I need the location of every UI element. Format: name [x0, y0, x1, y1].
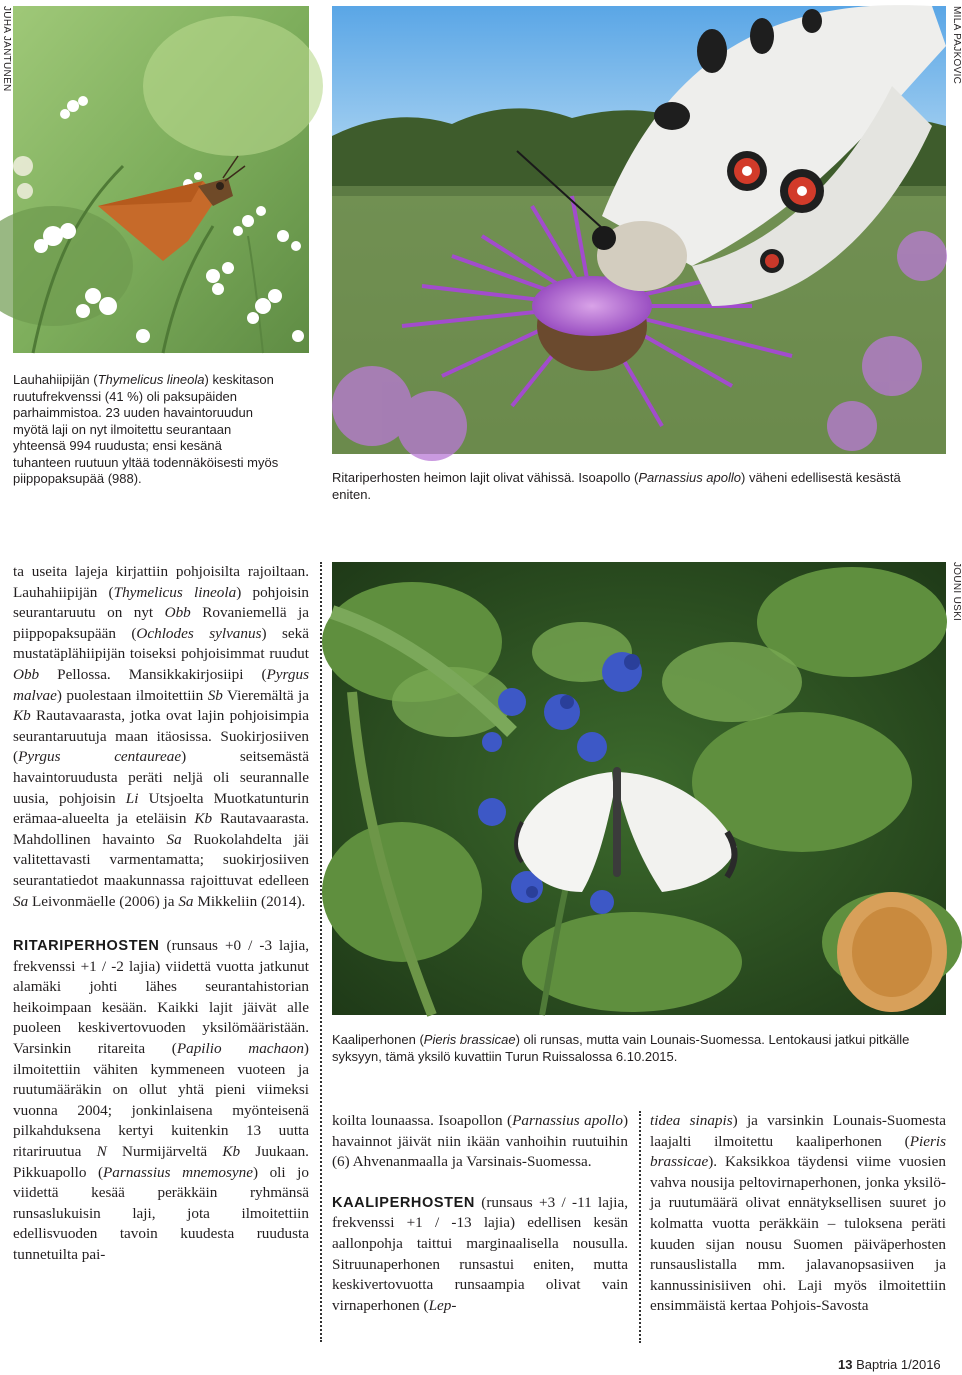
left-paragraph-1-run: ) puolestaan ilmoitettiin: [56, 686, 208, 704]
left-paragraph-1-run: Sa: [13, 892, 29, 910]
left-paragraph-2-run: ) oli jo viidettä kesää peräkkäin ryhmänsä runsaslukuisin laji, jota ilmoitettiin edellisvuoden tavoin kuudesta ruudusta tunnetuilta pai-: [13, 1163, 309, 1263]
left-paragraph-2-run: ) ilmoitettiin vähiten kymmeneen vuoteen ja ruutumääräkin on ollut yhtä pieni viimeksi vuonna 2004; jonkinlaisena myönteisenä pilkahduksena kertyi kuitenkin 13 uutta ritariruutua: [13, 1040, 309, 1161]
photo-skipper-butterfly: [13, 6, 309, 353]
middle-paragraph-2-run: Lep-: [428, 1296, 457, 1314]
photo-credit-middle-right: JOUNI USKI: [951, 562, 962, 622]
left-paragraph-1-run: Li: [125, 789, 139, 807]
right-paragraph-1: [650, 1111, 946, 1317]
middle-text-column: [332, 1111, 628, 1316]
middle-paragraph-1-run: ) havainnot jäivät niin ikään vanhoihin ruutuihin (6) Ahvenanmaalla ja Varsinais-Suomessa.: [332, 1112, 628, 1171]
right-paragraph-1-run: ). Kaksikkoa täydensi viime vuosien vahva nousija peltovirnaperhonen, jonka yksilö- ja ruutumäärä olivat ennätyksellisen suuret jo kolmatta vuotta peräkkäin – tuloksena peräti kuuden sijan nousu Suomen päiväperhosten runsauslistalla mm. jalavanopsasiiven ja kannussinisiiven ohi. Laji myös ilmoitettiin ensimmäistä kertaa Pohjois-Savosta: [650, 1153, 946, 1315]
caption-skipper: Lauhahiipijän (Thymelicus lineola) keskitason ruutufrekvenssi (41 %) oli paksupäiden parhaimmistoa. 23 uuden havaintoruudun myötä laji on nyt ilmoitettu seurantaan yhteensä 994 ruudusta; ensi kesänä tuhanteen ruutuun yltää todennäköisesti myös piippopaksupää (988).: [13, 372, 279, 486]
left-paragraph-1-run: Rautavaarasta, jotka ovat lajin pohjoisimpia seurantaruutuja maan itäosissa. Suokirjosiiven (: [13, 707, 309, 766]
left-paragraph-2-run: Nurmijärveltä: [106, 1143, 223, 1161]
column-divider-left: [320, 562, 322, 1342]
section-heading-kaaliperhosten: KAALIPERHOSTEN: [332, 1194, 475, 1211]
left-paragraph-2-run: Parnassius mnemosyne: [103, 1163, 253, 1181]
page-folio: [838, 1357, 941, 1372]
left-paragraph-2: [13, 936, 309, 1266]
photo-credit-top-left: JUHA JANTUNEN: [1, 6, 12, 92]
column-divider-right: [639, 1111, 641, 1343]
left-paragraph-1-run: Rautavaarasta. Mahdollinen havainto: [13, 810, 309, 848]
left-paragraph-1-run: Kb: [194, 810, 213, 828]
right-paragraph-1-run: Pieris brassicae: [650, 1132, 946, 1171]
right-text-column: [650, 1111, 946, 1317]
caption-cabbage-white: Kaaliperhonen (Pieris brassicae) oli runsas, mutta vain Lounais-Suomessa. Lentokausi jatkui pitkälle syksyyn, tämä yksilö kuvattiin Turun Ruissalossa 6.10.2015.: [332, 1032, 910, 1064]
left-paragraph-1-run: Pyrgus centaureae: [18, 748, 182, 766]
left-paragraph-1-run: Ochlodes sylvanus: [136, 624, 262, 642]
left-paragraph-1-run: Thymelicus lineola: [113, 583, 237, 601]
middle-paragraph-2: [332, 1193, 628, 1317]
caption-apollo: Ritariperhosten heimon lajit olivat vähissä. Isoapollo (Parnassius apollo) väheni edellisestä kesästä eniten.: [332, 470, 901, 502]
photo-apollo-butterfly: [332, 6, 946, 454]
left-paragraph-1-run: ta useita lajeja kirjattiin pohjoisilta rajoiltaan. Lauhahiipijän (: [13, 563, 309, 601]
left-paragraph-1-run: Ruokolahdelta jäi valitettavasti varmentamatta; suokirjosiiven seurantatiedot maakunnassa rajoittuvat edelleen: [13, 830, 309, 889]
left-paragraph-1-run: Rovaniemellä ja piippopaksupään (: [13, 604, 309, 642]
left-paragraph-2-run: Juukaan. Pikkuapollo (: [13, 1143, 309, 1181]
left-paragraph-1-run: Sa: [178, 892, 194, 910]
left-paragraph-2-run: Papilio machaon: [176, 1040, 304, 1058]
page-number: 13: [838, 1357, 853, 1372]
left-paragraph-1-run: ) seitsemästä havaintoruudusta peräti neljä oli seurannalle uusia, pohjoisin: [13, 748, 309, 807]
left-paragraph-1-run: Mikkeliin (2014).: [193, 892, 306, 910]
middle-paragraph-1-run: koilta lounaassa. Isoapollon (: [332, 1112, 513, 1129]
left-paragraph-1: [13, 562, 309, 912]
left-paragraph-1-run: Pellossa. Mansikkakirjosiipi (: [39, 665, 267, 683]
photo-credit-top-right: MILA PAJKOVIC: [951, 6, 962, 85]
left-paragraph-1-run: ) pohjoisin seurantaruutu on nyt: [13, 583, 310, 622]
left-paragraph-1-run: Sa: [166, 830, 182, 848]
left-paragraph-2-run: (runsaus +0 / -3 lajia, frekvenssi +1 / -2 lajia) viidettä vuotta jatkunut alamäki johti lähes seurantahistorian heikoimpaan kesään. Kaikki lajit jäivät alle puoleen keskivertovuoden yksilömääristään. Varsinkin ritareita (: [13, 937, 309, 1058]
left-paragraph-1-run: Kb: [13, 707, 31, 725]
left-paragraph-1-run: Pyrgus malvae: [13, 665, 309, 704]
left-paragraph-1-run: Obb: [164, 604, 191, 622]
magazine-issue: Baptria 1/2016: [856, 1357, 941, 1372]
left-paragraph-2-run: Kb: [222, 1143, 241, 1161]
left-paragraph-1-run: Vieremältä ja: [222, 686, 309, 704]
left-text-column: [13, 562, 309, 1266]
middle-paragraph-1: [332, 1111, 628, 1173]
left-paragraph-1-run: Utsjoelta Muotkatunturin erämaa-alueelta ja eteläisin: [13, 789, 309, 828]
middle-paragraph-2-run: (runsaus +3 / -11 lajia, frekvenssi +1 / -13 lajia) edellisen kesän aallonpohja taittui marginaalisella nousulla. Sitruunaperhonen runsastui eniten, mutta keskivertovuotta runsaampia olivat vain virnaperhonen (: [332, 1193, 628, 1314]
right-paragraph-1-run: ) ja varsinkin Lounais-Suomesta laajalti ilmoitettu kaaliperhonen (: [650, 1112, 946, 1150]
left-paragraph-1-run: Leivonmäelle (2006) ja: [28, 892, 179, 910]
right-paragraph-1-run: tidea sinapis: [650, 1112, 733, 1129]
section-heading-ritariperhosten: RITARIPERHOSTEN: [13, 938, 160, 955]
left-paragraph-1-run: ) sekä mustatäplähiipijän toiseksi pohjoisimmat ruudut: [13, 624, 309, 663]
left-paragraph-1-run: Obb: [13, 665, 40, 683]
photo-cabbage-white-butterfly: [332, 562, 946, 1015]
left-paragraph-1-run: Sb: [207, 686, 223, 704]
left-paragraph-2-run: N: [96, 1143, 107, 1161]
middle-paragraph-1-run: Parnassius apollo: [512, 1112, 623, 1129]
